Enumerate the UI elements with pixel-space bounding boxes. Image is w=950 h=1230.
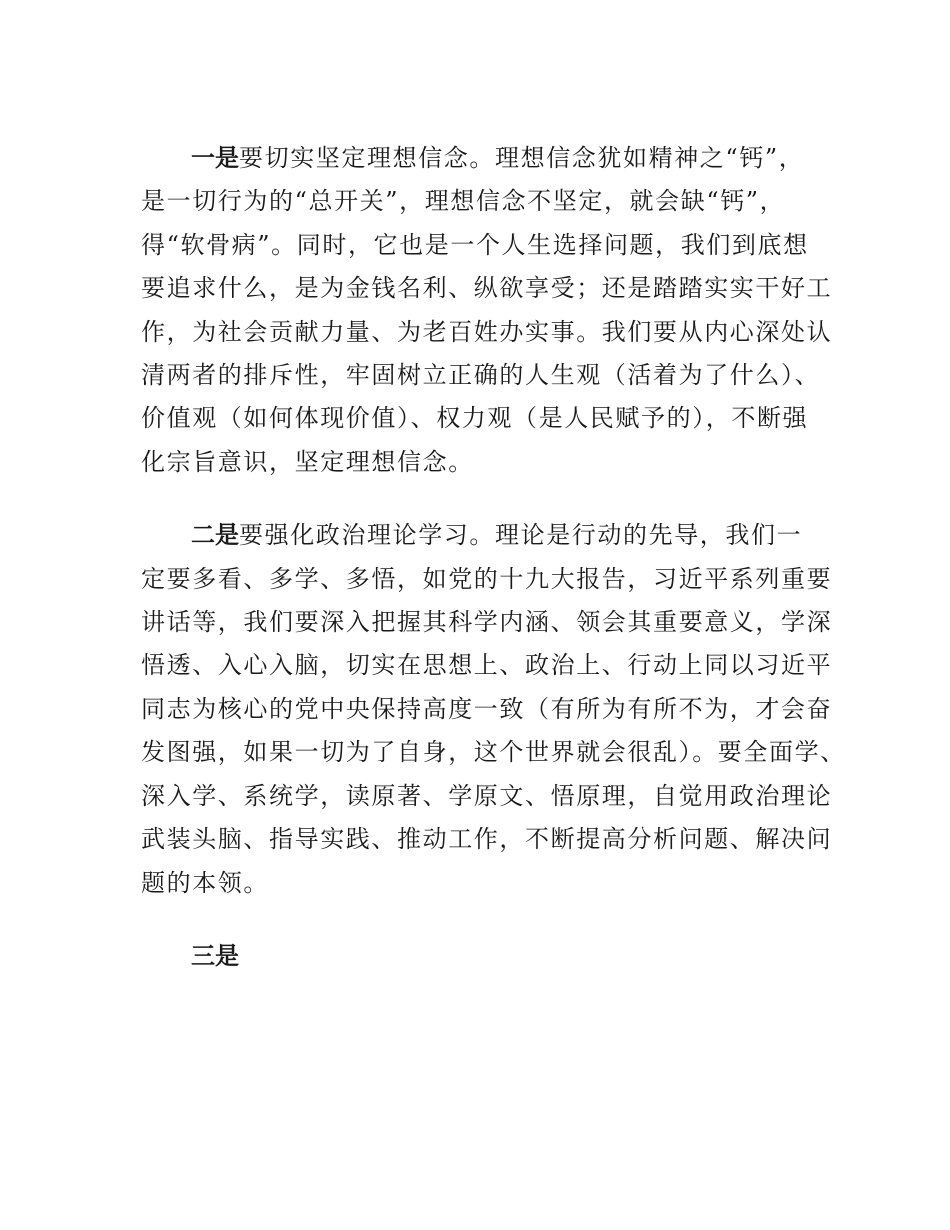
paragraph-lead: 二是 bbox=[191, 521, 239, 550]
paragraph-line: 作，为社会贡献力量、为老百姓办实事。我们要从内心深处认 bbox=[141, 317, 833, 346]
paragraph-2 bbox=[141, 514, 846, 905]
paragraph-line: 发图强，如果一切为了自身，这个世界就会很乱）。要全面学、 bbox=[141, 738, 846, 767]
paragraph-lead: 三是 bbox=[191, 941, 239, 970]
paragraph-line: 题的本领。 bbox=[141, 868, 269, 897]
paragraph-3 bbox=[141, 935, 821, 978]
paragraph-line: 定要多看、多学、多悟，如党的十九大报告，习近平系列重要 bbox=[141, 564, 833, 593]
paragraph-line: 价值观（如何体现价值）、权力观（是人民赋予的），不断强 bbox=[141, 404, 809, 433]
paragraph-line: 深入学、系统学，读原著、学原文、悟原理，自觉用政治理论 bbox=[141, 781, 833, 810]
paragraph-line: 一是要切实坚定理想信念。理想信念犹如精神之“钙”， bbox=[191, 144, 805, 172]
paragraph-line: 二是要强化政治理论学习。理论是行动的先导，我们一 bbox=[191, 521, 803, 550]
paragraph-line: 得“软骨病”。同时，它也是一个人生选择问题，我们到底想 bbox=[141, 230, 809, 259]
paragraph-lead: 一是 bbox=[191, 144, 239, 172]
paragraph-line: 要追求什么，是为金钱名利、纵欲享受；还是踏踏实实干好工 bbox=[141, 274, 833, 303]
paragraph-line: 讲话等，我们要深入把握其科学内涵、领会其重要意义，学深 bbox=[141, 608, 833, 637]
paragraph-line: 武装头脑、指导实践、推动工作，不断提高分析问题、解决问 bbox=[141, 825, 833, 854]
paragraph-line bbox=[141, 935, 821, 978]
paragraph-line: 化宗旨意识，坚定理想信念。 bbox=[141, 447, 474, 476]
paragraph-line: 同志为核心的党中央保持高度一致（有所为有所不为，才会奋 bbox=[141, 694, 833, 723]
paragraph-line: 清两者的排斥性，牢固树立正确的人生观（活着为了什么）、 bbox=[141, 361, 821, 390]
document-body bbox=[141, 137, 846, 1008]
paragraph-line: 是一切行为的“总开关”，理想信念不坚定，就会缺“钙”， bbox=[141, 187, 786, 216]
paragraph-line: 悟透、入心入脑，切实在思想上、政治上、行动上同以习近平 bbox=[141, 651, 833, 680]
paragraph-1 bbox=[141, 137, 833, 484]
